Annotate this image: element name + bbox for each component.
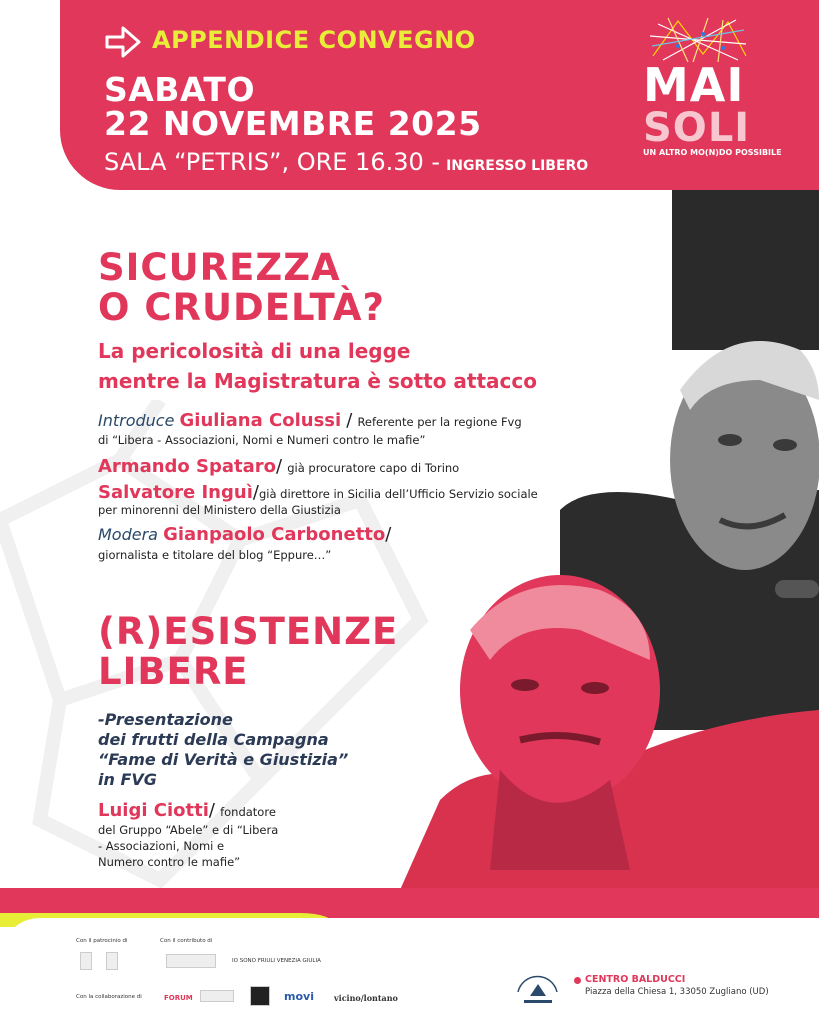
arrow-right-icon <box>105 24 141 60</box>
speaker-photo-red <box>400 570 819 890</box>
center-address: Piazza della Chiesa 1, 33050 Zugliano (UD) <box>585 987 769 997</box>
pozzuolo-crest-icon <box>106 952 118 970</box>
venue-line <box>104 148 588 180</box>
ciotti-role-line: del Gruppo “Abele” e di “Libera <box>98 823 279 837</box>
vicino-lontano-logo: vicino/lontano <box>334 993 398 1003</box>
moderator-line <box>98 524 391 545</box>
centro-balducci-logo <box>510 962 565 1012</box>
speaker2-line <box>98 482 538 503</box>
introduce-label: Introduce <box>98 411 175 430</box>
session1-title-line2: O CRUDELTÀ? <box>98 286 385 329</box>
moderator-role: giornalista e titolare del blog “Eppure…” <box>98 548 332 562</box>
speaker1-name: Armando Spataro <box>98 456 277 477</box>
separator: / <box>346 410 353 431</box>
venue-text: SALA “PETRIS”, ORE 16.30 - <box>104 148 441 176</box>
ciotti-name: Luigi Ciotti <box>98 800 209 821</box>
introducer-role: Referente per la regione Fvg <box>357 415 522 429</box>
footer <box>0 918 819 1024</box>
session1-title-line1: SICUREZZA <box>98 246 341 289</box>
session1-title <box>98 248 385 328</box>
session1-subtitle-line1: La pericolosità di una legge <box>98 339 411 363</box>
session1-subtitle <box>98 336 537 396</box>
date-day: SABATO <box>104 70 256 109</box>
separator: / <box>252 482 259 503</box>
presentation-text <box>98 710 348 790</box>
patronage-label: Con il patrocinio di <box>76 938 128 944</box>
ciotti-role-line: - Associazioni, Nomi e <box>98 839 225 853</box>
sponsor-dark-logo <box>250 986 270 1006</box>
logo-tagline: UN ALTRO MO(N)DO POSSIBILE <box>643 148 782 157</box>
speaker1-role: già procuratore capo di Torino <box>287 461 460 475</box>
mai-soli-logo <box>640 16 782 166</box>
entry-label: INGRESSO LIBERO <box>446 158 589 174</box>
session2-title <box>98 612 398 692</box>
logo-soli: SOLI <box>643 105 751 151</box>
logo-scribble-icon <box>648 16 748 64</box>
contribution-label: Con il contributo di <box>160 938 213 944</box>
ciotti-line <box>98 800 276 821</box>
session2-title-line2: LIBERE <box>98 650 249 693</box>
separator: / <box>276 456 283 477</box>
movi-logo: movi <box>284 990 314 1003</box>
forum-logo: FORUM <box>164 994 193 1002</box>
presentation-line: dei frutti della Campagna <box>98 730 329 749</box>
region-fvg-logo <box>166 954 216 968</box>
location-dot-icon <box>574 977 581 984</box>
speaker2-name: Salvatore Inguì <box>98 482 253 503</box>
ciotti-role: fondatore <box>220 805 276 819</box>
date-full: 22 NOVEMBRE 2025 <box>104 104 482 143</box>
speaker2-role: già direttore in Sicilia dell’Ufficio Servizio sociale <box>258 487 538 501</box>
introducer-name: Giuliana Colussi <box>179 410 342 431</box>
presentation-line: -Presentazione <box>98 710 233 729</box>
center-name: CENTRO BALDUCCI <box>585 974 686 985</box>
session1-subtitle-line2: mentre la Magistratura è sotto attacco <box>98 369 537 393</box>
introducer-role-line2: di “Libera - Associazioni, Nomi e Numeri contro le mafie” <box>98 433 426 447</box>
session2-title-line1: (R)ESISTENZE <box>98 610 399 653</box>
presentation-line: “Fame di Verità e Giustizia” <box>98 750 349 769</box>
separator: / <box>208 800 215 821</box>
udine-crest-icon <box>80 952 92 970</box>
moderator-name: Gianpaolo Carbonetto <box>163 524 386 545</box>
moderator-label: Modera <box>98 525 158 544</box>
collaboration-label: Con la collaborazione di <box>76 994 142 1000</box>
logo-mai: MAI <box>643 58 745 112</box>
separator: / <box>385 524 392 545</box>
ciotti-role-line: Numero contro le mafie” <box>98 855 241 869</box>
speaker2-role-line2: per minorenni del Ministero della Giustizia <box>98 503 341 517</box>
introducer-line <box>98 410 522 431</box>
speaker1-line <box>98 456 459 477</box>
presentation-line: in FVG <box>98 770 157 789</box>
icaro-logo <box>200 990 234 1002</box>
appendix-label: APPENDICE CONVEGNO <box>152 26 476 54</box>
sponsor-text: IO SONO FRIULI VENEZIA GIULIA <box>232 958 321 964</box>
